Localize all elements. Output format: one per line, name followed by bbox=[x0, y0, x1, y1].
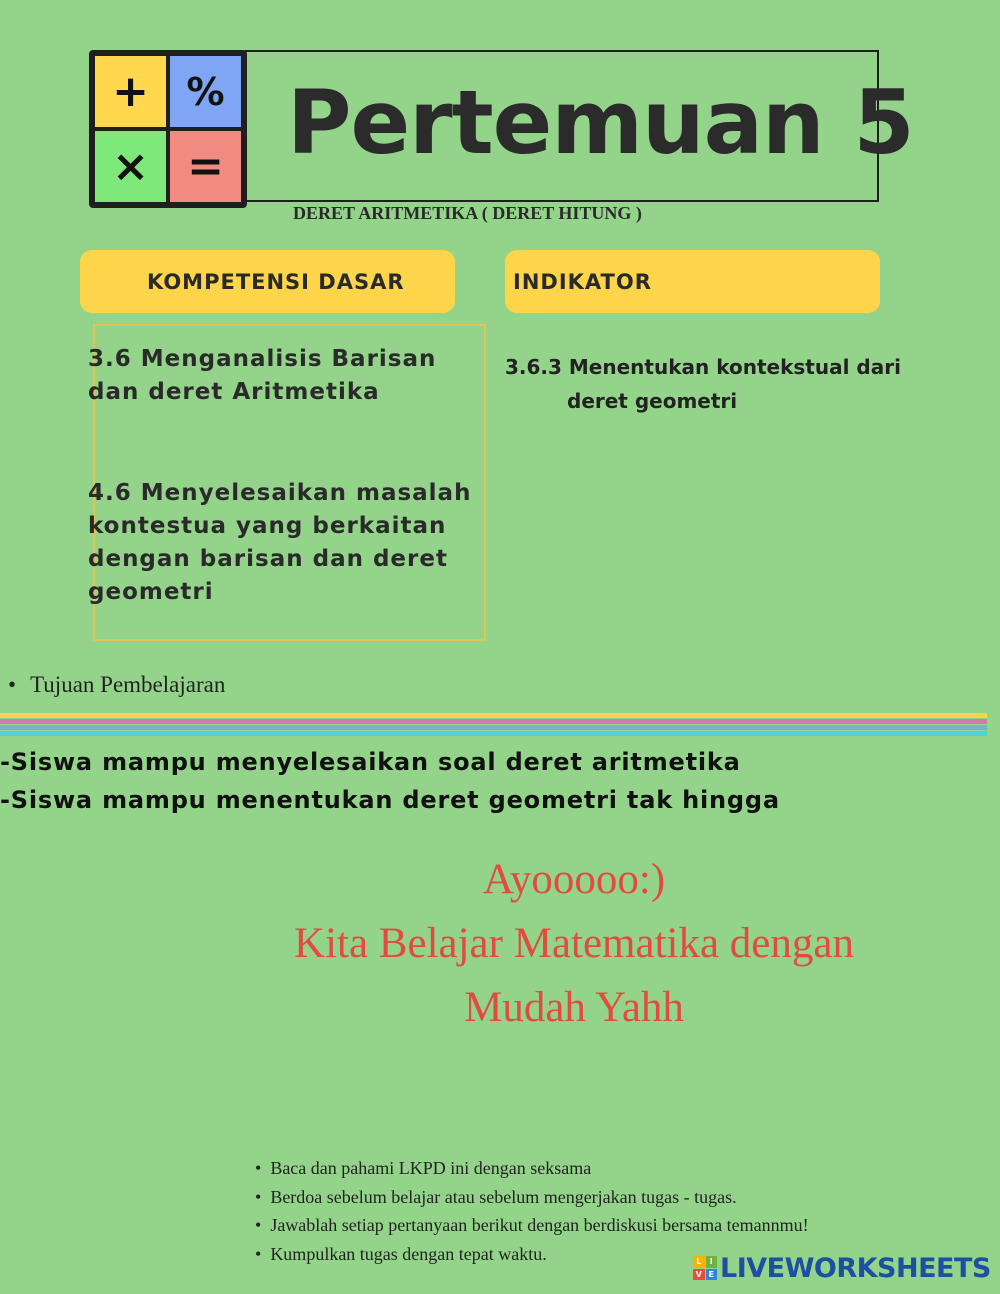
brand-icon-letter: E bbox=[706, 1269, 718, 1281]
motivation-line: Ayooooo:) bbox=[482, 856, 666, 903]
equals-icon: = bbox=[170, 131, 241, 202]
instruction-item: • Jawablah setiap pertanyaan berikut dengan berdiskusi bersama temannmu! bbox=[255, 1211, 809, 1240]
brand-icon-letter: I bbox=[706, 1256, 718, 1268]
divider-stripes bbox=[0, 713, 987, 737]
brand-icon-letter: L bbox=[693, 1256, 705, 1268]
percent-icon: % bbox=[170, 56, 241, 127]
stripe-yellow bbox=[0, 713, 987, 718]
motivation-line: Kita Belajar Matematika dengan bbox=[294, 920, 854, 967]
motivation-text bbox=[240, 848, 908, 1040]
indikator-item: 3.6.3 Menentukan kontekstual dari deret geometri bbox=[505, 355, 901, 413]
instruction-item: • Kumpulkan tugas dengan tepat waktu. bbox=[255, 1240, 809, 1269]
kompetensi-item: 4.6 Menyelesaikan masalah kontestua yang berkaitan dengan barisan dan deret geometri bbox=[88, 480, 472, 605]
goal-item: -Siswa mampu menyelesaikan soal deret aritmetika bbox=[0, 748, 741, 776]
indikator-heading: INDIKATOR bbox=[505, 250, 880, 313]
liveworksheets-icon bbox=[693, 1256, 717, 1280]
instruction-item: • Berdoa sebelum belajar atau sebelum mengerjakan tugas - tugas. bbox=[255, 1183, 809, 1212]
liveworksheets-logo[interactable] bbox=[693, 1252, 991, 1284]
stripe-blue bbox=[0, 725, 987, 730]
goal-item: -Siswa mampu menentukan deret geometri tak hingga bbox=[0, 786, 780, 814]
stripe-cyan bbox=[0, 731, 987, 736]
tujuan-label: • Tujuan Pembelajaran bbox=[8, 672, 225, 698]
multiply-icon: × bbox=[95, 131, 166, 202]
instruction-item: • Baca dan pahami LKPD ini dengan seksama bbox=[255, 1154, 809, 1183]
instruction-list bbox=[255, 1154, 809, 1268]
calculator-logo bbox=[89, 50, 247, 208]
motivation-line: Mudah Yahh bbox=[464, 984, 684, 1031]
brand-name: LIVEWORKSHEETS bbox=[720, 1252, 991, 1284]
page-title: Pertemuan 5 bbox=[287, 71, 914, 174]
page-subtitle: DERET ARITMETIKA ( DERET HITUNG ) bbox=[293, 203, 642, 223]
plus-icon: + bbox=[95, 56, 166, 127]
stripe-pink bbox=[0, 719, 987, 724]
kompetensi-heading: KOMPETENSI DASAR bbox=[80, 250, 455, 313]
brand-icon-letter: V bbox=[693, 1269, 705, 1281]
kompetensi-item: 3.6 Menganalisis Barisan dan deret Aritmetika bbox=[88, 346, 437, 405]
